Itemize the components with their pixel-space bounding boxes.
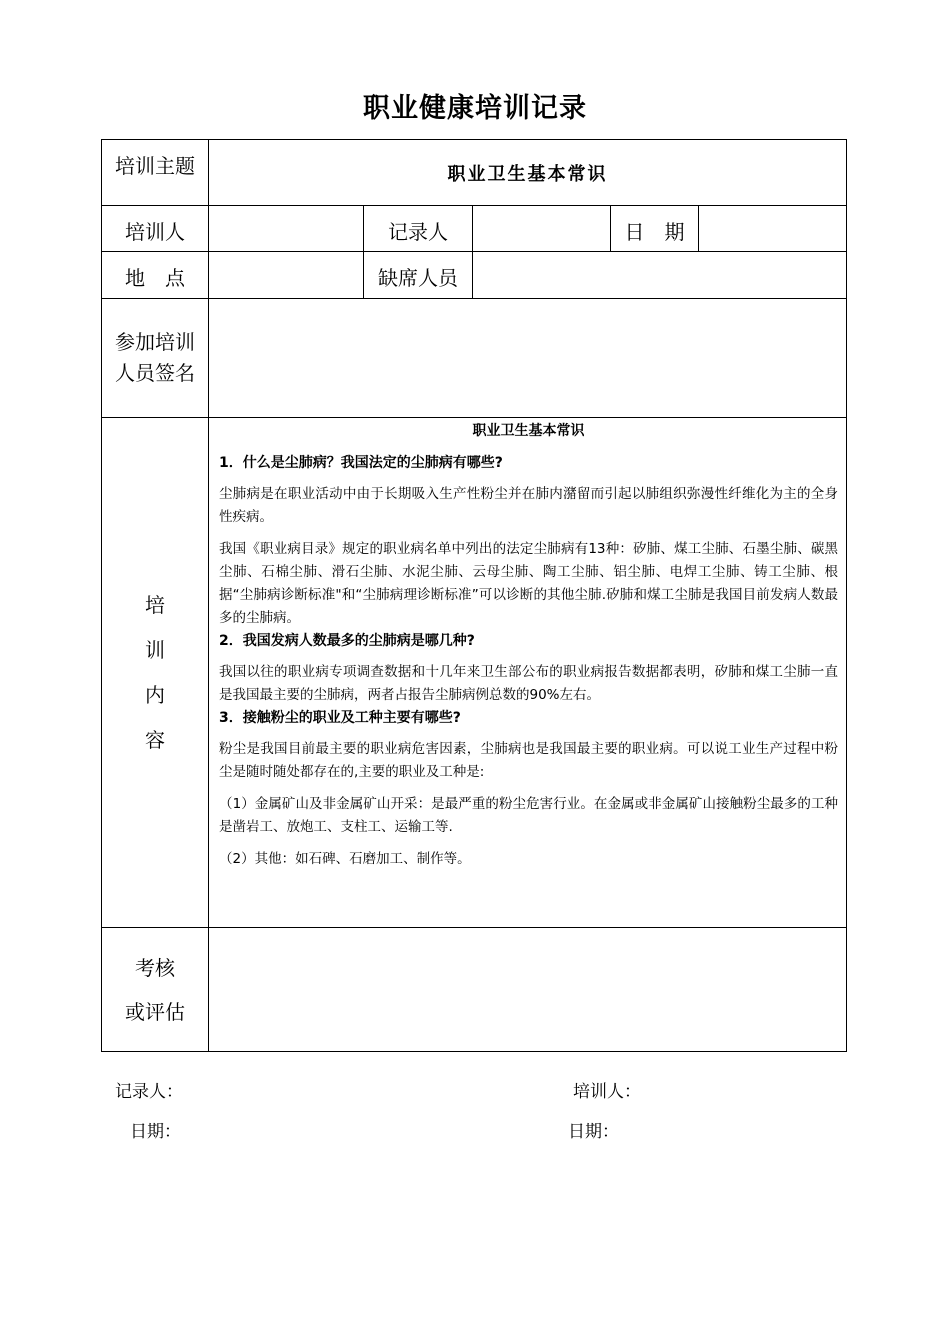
document-title: 职业健康培训记录 <box>363 93 587 124</box>
assessment-label <box>102 928 209 1052</box>
paragraph: 尘肺病是在职业活动中由于长期吸入生产性粉尘并在肺内潴留而引起以肺组织弥漫性纤维化为主的全身性疾病。 <box>219 486 839 525</box>
training-record-table <box>101 139 847 1052</box>
trainer-label: 培训人 <box>102 206 209 252</box>
footer-date-label-left: 日期： <box>130 1122 181 1142</box>
content-row <box>102 418 847 928</box>
content-label-char: 容 <box>145 727 165 752</box>
location-label: 地 点 <box>102 252 209 299</box>
training-content <box>209 418 847 928</box>
signature-area[interactable] <box>209 299 847 418</box>
recorder-label: 记录人 <box>364 206 473 252</box>
paragraph: 我国《职业病目录》规定的职业病名单中列出的法定尘肺病有13种：矽肺、煤工尘肺、石墨尘肺、碳黑尘肺、石棉尘肺、滑石尘肺、水泥尘肺、云母尘肺、陶工尘肺、铝尘肺、电焊工尘肺、铸工尘肺、根据“尘肺病诊断标准"和“尘肺病理诊断标准”可以诊断的其他尘肺.矽肺和煤工尘肺是我国目前发病人数最多的尘肺病。 <box>219 541 839 626</box>
question-3: 3．接触粉尘的职业及工种主要有哪些? <box>219 710 461 726</box>
location-row <box>102 252 847 299</box>
assessment-area[interactable] <box>209 928 847 1052</box>
signature-label <box>102 299 209 418</box>
topic-label: 培训主题 <box>102 140 209 206</box>
absent-label: 缺席人员 <box>364 252 473 299</box>
assessment-row <box>102 928 847 1052</box>
content-label-char: 训 <box>145 637 165 662</box>
trainer-value[interactable] <box>209 206 364 252</box>
content-label-char: 培 <box>145 592 165 617</box>
paragraph: （2）其他：如石碑、石磨加工、制作等。 <box>219 851 471 867</box>
date-label: 日 期 <box>611 206 699 252</box>
content-label-char: 内 <box>145 682 165 707</box>
content-label <box>102 418 209 928</box>
topic-row <box>102 140 847 206</box>
signature-row <box>102 299 847 418</box>
footer-trainer-label: 培训人： <box>573 1082 641 1102</box>
date-value[interactable] <box>699 206 847 252</box>
signature-label-line1: 参加培训 <box>115 330 195 354</box>
footer-date-label-right: 日期： <box>568 1122 619 1142</box>
trainer-row <box>102 206 847 252</box>
assessment-label-line2: 或评估 <box>125 999 185 1024</box>
recorder-value[interactable] <box>473 206 611 252</box>
question-1: 1．什么是尘肺病？我国法定的尘肺病有哪些? <box>219 455 503 471</box>
paragraph: 我国以往的职业病专项调查数据和十几年来卫生部公布的职业病报告数据都表明，矽肺和煤工尘肺一直是我国最主要的尘肺病，两者占报告尘肺病例总数的90%左右。 <box>219 664 839 703</box>
signature-label-line2: 人员签名 <box>115 361 195 385</box>
assessment-label-line1: 考核 <box>135 955 175 980</box>
question-2: 2．我国发病人数最多的尘肺病是哪几种? <box>219 633 475 649</box>
paragraph: （1）金属矿山及非金属矿山开采：是最严重的粉尘危害行业。在金属或非金属矿山接触粉尘最多的工种是凿岩工、放炮工、支柱工、运输工等. <box>219 796 839 835</box>
topic-value[interactable]: 职业卫生基本常识 <box>209 140 847 206</box>
footer-recorder-label: 记录人： <box>115 1082 183 1102</box>
location-value[interactable] <box>209 252 364 299</box>
absent-value[interactable] <box>473 252 847 299</box>
content-title: 职业卫生基本常识 <box>472 423 585 439</box>
paragraph: 粉尘是我国目前最主要的职业病危害因素，尘肺病也是我国最主要的职业病。可以说工业生产过程中粉尘是随时随处都存在的,主要的职业及工种是: <box>219 741 839 780</box>
